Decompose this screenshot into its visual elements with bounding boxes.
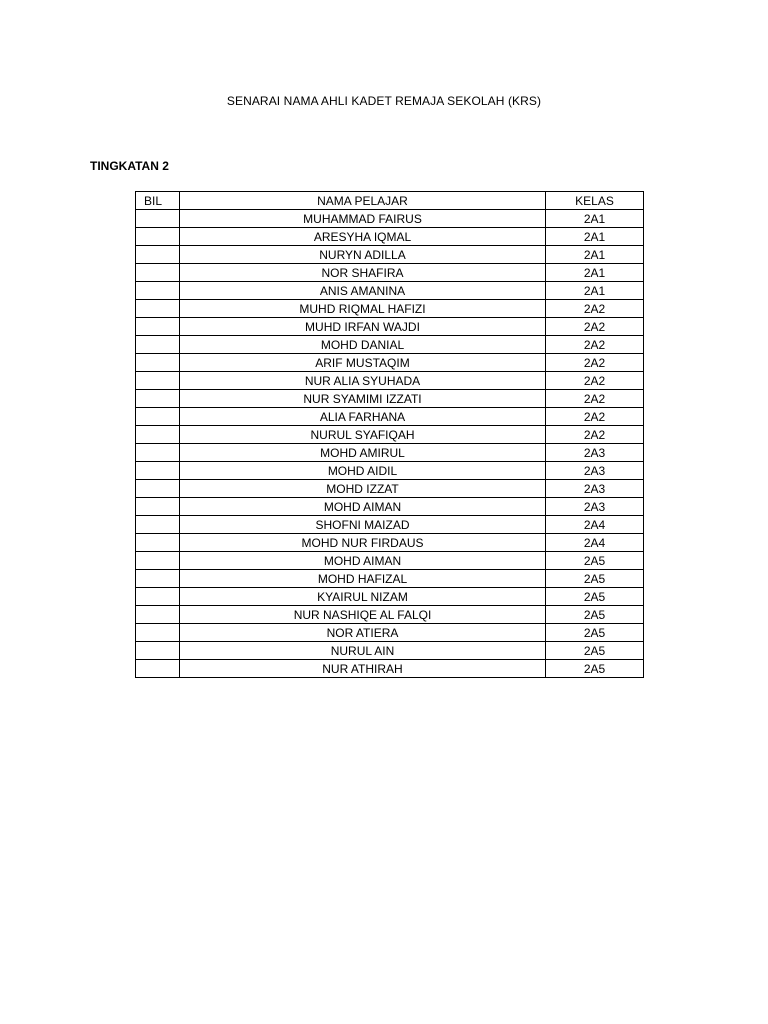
cell-kelas: 2A3 bbox=[546, 444, 644, 462]
cell-nama-pelajar: MOHD DANIAL bbox=[180, 336, 546, 354]
cell-bil bbox=[136, 624, 180, 642]
cell-kelas: 2A2 bbox=[546, 354, 644, 372]
cell-kelas: 2A2 bbox=[546, 390, 644, 408]
cell-bil bbox=[136, 354, 180, 372]
cell-kelas: 2A1 bbox=[546, 282, 644, 300]
table-row bbox=[136, 660, 644, 678]
table-header bbox=[136, 192, 644, 210]
cell-nama-pelajar: NOR ATIERA bbox=[180, 624, 546, 642]
cell-bil bbox=[136, 282, 180, 300]
cell-nama-pelajar: NURUL AIN bbox=[180, 642, 546, 660]
column-header-kelas: KELAS bbox=[546, 192, 644, 210]
cell-kelas: 2A5 bbox=[546, 570, 644, 588]
table-row bbox=[136, 318, 644, 336]
cell-bil bbox=[136, 444, 180, 462]
cell-kelas: 2A5 bbox=[546, 660, 644, 678]
cell-bil bbox=[136, 372, 180, 390]
cell-bil bbox=[136, 642, 180, 660]
cell-nama-pelajar: MOHD IZZAT bbox=[180, 480, 546, 498]
table-row bbox=[136, 480, 644, 498]
table-row bbox=[136, 228, 644, 246]
table-row bbox=[136, 336, 644, 354]
table-row bbox=[136, 408, 644, 426]
cell-nama-pelajar: NURYN ADILLA bbox=[180, 246, 546, 264]
table-row bbox=[136, 444, 644, 462]
student-table bbox=[135, 191, 644, 678]
cell-nama-pelajar: MOHD AIDIL bbox=[180, 462, 546, 480]
cell-nama-pelajar: NURUL SYAFIQAH bbox=[180, 426, 546, 444]
cell-nama-pelajar: MOHD AIMAN bbox=[180, 498, 546, 516]
cell-kelas: 2A5 bbox=[546, 624, 644, 642]
cell-nama-pelajar: MUHD IRFAN WAJDI bbox=[180, 318, 546, 336]
cell-nama-pelajar: MOHD HAFIZAL bbox=[180, 570, 546, 588]
cell-nama-pelajar: ALIA FARHANA bbox=[180, 408, 546, 426]
cell-bil bbox=[136, 336, 180, 354]
cell-nama-pelajar: ARIF MUSTAQIM bbox=[180, 354, 546, 372]
column-header-nama-pelajar: NAMA PELAJAR bbox=[180, 192, 546, 210]
table-row bbox=[136, 210, 644, 228]
table-row bbox=[136, 498, 644, 516]
cell-kelas: 2A2 bbox=[546, 336, 644, 354]
cell-bil bbox=[136, 480, 180, 498]
table-header-row bbox=[136, 192, 644, 210]
cell-bil bbox=[136, 462, 180, 480]
cell-kelas: 2A5 bbox=[546, 642, 644, 660]
cell-nama-pelajar: ARESYHA IQMAL bbox=[180, 228, 546, 246]
cell-kelas: 2A3 bbox=[546, 462, 644, 480]
cell-nama-pelajar: NUR SYAMIMI IZZATI bbox=[180, 390, 546, 408]
cell-nama-pelajar: NUR ALIA SYUHADA bbox=[180, 372, 546, 390]
cell-nama-pelajar: NUR ATHIRAH bbox=[180, 660, 546, 678]
table-row bbox=[136, 462, 644, 480]
cell-nama-pelajar: KYAIRUL NIZAM bbox=[180, 588, 546, 606]
cell-nama-pelajar: MOHD NUR FIRDAUS bbox=[180, 534, 546, 552]
cell-kelas: 2A2 bbox=[546, 408, 644, 426]
cell-bil bbox=[136, 228, 180, 246]
column-header-bil: BIL bbox=[136, 192, 180, 210]
cell-bil bbox=[136, 498, 180, 516]
cell-kelas: 2A3 bbox=[546, 480, 644, 498]
table-row bbox=[136, 282, 644, 300]
table-row bbox=[136, 552, 644, 570]
cell-nama-pelajar: SHOFNI MAIZAD bbox=[180, 516, 546, 534]
cell-kelas: 2A1 bbox=[546, 210, 644, 228]
cell-bil bbox=[136, 264, 180, 282]
cell-bil bbox=[136, 570, 180, 588]
cell-bil bbox=[136, 210, 180, 228]
cell-bil bbox=[136, 660, 180, 678]
cell-bil bbox=[136, 588, 180, 606]
table-row bbox=[136, 588, 644, 606]
table-row bbox=[136, 606, 644, 624]
table-row bbox=[136, 246, 644, 264]
document-title: SENARAI NAMA AHLI KADET REMAJA SEKOLAH (KRS) bbox=[226, 94, 542, 108]
cell-nama-pelajar: MUHD RIQMAL HAFIZI bbox=[180, 300, 546, 318]
cell-bil bbox=[136, 390, 180, 408]
cell-kelas: 2A4 bbox=[546, 534, 644, 552]
cell-kelas: 2A2 bbox=[546, 426, 644, 444]
cell-bil bbox=[136, 246, 180, 264]
cell-nama-pelajar: MUHAMMAD FAIRUS bbox=[180, 210, 546, 228]
table-row bbox=[136, 426, 644, 444]
cell-kelas: 2A5 bbox=[546, 588, 644, 606]
table-row bbox=[136, 624, 644, 642]
cell-kelas: 2A2 bbox=[546, 300, 644, 318]
table-row bbox=[136, 642, 644, 660]
section-heading: TINGKATAN 2 bbox=[90, 159, 169, 173]
cell-kelas: 2A4 bbox=[546, 516, 644, 534]
cell-kelas: 2A3 bbox=[546, 498, 644, 516]
cell-kelas: 2A1 bbox=[546, 228, 644, 246]
cell-nama-pelajar: MOHD AMIRUL bbox=[180, 444, 546, 462]
cell-bil bbox=[136, 318, 180, 336]
cell-kelas: 2A1 bbox=[546, 246, 644, 264]
table-row bbox=[136, 300, 644, 318]
cell-bil bbox=[136, 516, 180, 534]
cell-nama-pelajar: NUR NASHIQE AL FALQI bbox=[180, 606, 546, 624]
table-body bbox=[136, 210, 644, 678]
table-row bbox=[136, 264, 644, 282]
cell-bil bbox=[136, 408, 180, 426]
table-row bbox=[136, 534, 644, 552]
cell-bil bbox=[136, 534, 180, 552]
table-row bbox=[136, 354, 644, 372]
cell-kelas: 2A2 bbox=[546, 318, 644, 336]
cell-nama-pelajar: NOR SHAFIRA bbox=[180, 264, 546, 282]
cell-kelas: 2A1 bbox=[546, 264, 644, 282]
cell-nama-pelajar: MOHD AIMAN bbox=[180, 552, 546, 570]
cell-kelas: 2A5 bbox=[546, 552, 644, 570]
table-row bbox=[136, 570, 644, 588]
cell-kelas: 2A2 bbox=[546, 372, 644, 390]
cell-kelas: 2A5 bbox=[546, 606, 644, 624]
table-row bbox=[136, 390, 644, 408]
cell-bil bbox=[136, 552, 180, 570]
cell-bil bbox=[136, 426, 180, 444]
table-row bbox=[136, 372, 644, 390]
cell-bil bbox=[136, 606, 180, 624]
cell-nama-pelajar: ANIS AMANINA bbox=[180, 282, 546, 300]
cell-bil bbox=[136, 300, 180, 318]
table-row bbox=[136, 516, 644, 534]
